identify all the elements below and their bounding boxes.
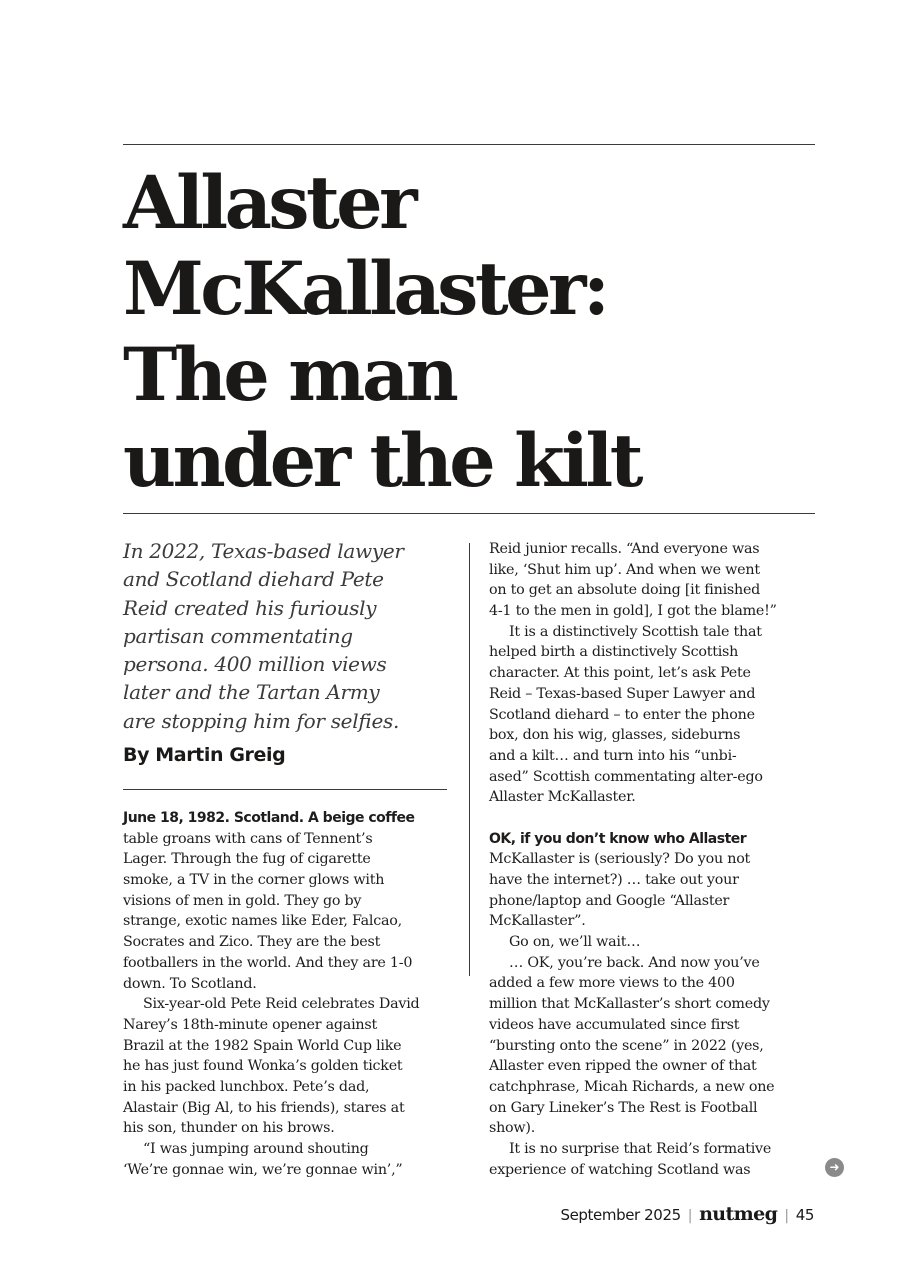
body-line: show).: [489, 1120, 536, 1137]
body-line: strange, exotic names like Eder, Falcao,: [123, 913, 402, 930]
headline-line: Allaster: [123, 160, 415, 246]
top-rule: [123, 144, 815, 145]
body-line: Scotland diehard – to enter the phone: [489, 706, 755, 723]
headline-line: The man: [123, 332, 456, 418]
body-line: added a few more views to the 400: [489, 975, 735, 992]
arrow-right-circle-icon: ➜: [825, 1158, 844, 1177]
page-footer: [560, 1203, 814, 1225]
body-line: It is no surprise that Reid’s formative: [509, 1140, 772, 1157]
column-2-lead: OK, if you don’t know who Allaster: [489, 830, 747, 847]
body-line: table groans with cans of Tennent’s: [123, 830, 373, 847]
byline-rule: [123, 789, 447, 790]
column-divider: [469, 543, 470, 976]
body-line: smoke, a TV in the corner glows with: [123, 872, 385, 889]
standfirst-line: partisan commentating: [123, 623, 353, 648]
body-line: Socrates and Zico. They are the best: [123, 934, 381, 951]
body-line: “I was jumping around shouting: [143, 1141, 369, 1157]
issue-date: September 2025: [560, 1206, 681, 1224]
body-line: on Gary Lineker’s The Rest is Football: [489, 1099, 758, 1116]
headline-line: under the kilt: [123, 418, 640, 504]
body-line: Narey’s 18th-minute opener against: [123, 1016, 377, 1033]
body-line: like, ‘Shut him up’. And when we went: [489, 561, 760, 578]
body-line: ‘We’re gonnae win, we’re gonnae win’,”: [123, 1161, 403, 1178]
body-line: phone/laptop and Google “Allaster: [489, 892, 730, 909]
body-line: have the internet?) … take out your: [489, 872, 739, 888]
body-line: videos have accumulated since first: [489, 1016, 740, 1033]
body-line: Allaster even ripped the owner of that: [489, 1058, 757, 1075]
body-line: box, don his wig, glasses, sideburns: [489, 727, 741, 744]
body-line: McKallaster”.: [489, 913, 586, 930]
body-line: Six-year-old Pete Reid celebrates David: [143, 996, 420, 1013]
body-column-1: [123, 808, 453, 1180]
standfirst-line: persona. 400 million views: [123, 652, 387, 677]
paragraph-gap: [489, 808, 815, 829]
body-line: Go on, we’ll wait…: [509, 934, 641, 951]
body-column-2: [489, 539, 815, 1180]
body-line: Reid – Texas-based Super Lawyer and: [489, 685, 756, 702]
headline-line: McKallaster:: [123, 246, 607, 332]
body-line: and a kilt… and turn into his “unbi-: [489, 747, 737, 764]
standfirst-line: In 2022, Texas-based lawyer: [123, 539, 404, 563]
headline-bottom-rule: [123, 513, 815, 514]
body-line: experience of watching Scotland was: [489, 1161, 751, 1178]
body-line: footballers in the world. And they are 1-0: [123, 954, 413, 971]
standfirst-line: Reid created his furiously: [123, 595, 377, 620]
body-line: ased” Scottish commentating alter-ego: [489, 768, 763, 785]
body-line: down. To Scotland.: [123, 975, 257, 992]
body-line: in his packed lunchbox. Pete’s dad,: [123, 1078, 370, 1095]
body-line: 4-1 to the men in gold], I got the blame!”: [489, 603, 777, 620]
page-number: 45: [795, 1206, 814, 1224]
standfirst-line: and Scotland diehard Pete: [123, 567, 384, 592]
body-line: million that McKallaster’s short comedy: [489, 996, 770, 1013]
column-1-lead: June 18, 1982. Scotland. A beige coffee: [123, 810, 415, 826]
body-line: It is a distinctively Scottish tale that: [509, 623, 762, 640]
footer-separator: |: [687, 1208, 693, 1224]
body-line: on to get an absolute doing [it finished: [489, 582, 761, 599]
body-line: Lager. Through the fug of cigarette: [123, 851, 371, 868]
body-line: Reid junior recalls. “And everyone was: [489, 541, 760, 557]
headline: [123, 160, 815, 504]
body-line: Brazil at the 1982 Spain World Cup like: [123, 1037, 402, 1054]
body-line: his son, thunder on his brows.: [123, 1120, 335, 1137]
body-line: character. At this point, let’s ask Pete: [489, 665, 751, 682]
body-line: he has just found Wonka’s golden ticket: [123, 1058, 403, 1075]
standfirst-line: are stopping him for selfies.: [123, 708, 400, 733]
footer-separator: |: [784, 1208, 789, 1224]
body-line: catchphrase, Micah Richards, a new one: [489, 1078, 775, 1095]
body-line: Allaster McKallaster.: [489, 789, 636, 806]
body-line: “bursting onto the scene” in 2022 (yes,: [489, 1037, 764, 1054]
body-line: helped birth a distinctively Scottish: [489, 644, 739, 661]
body-line: McKallaster is (seriously? Do you not: [489, 851, 751, 868]
standfirst: [123, 537, 453, 735]
body-line: visions of men in gold. They go by: [123, 892, 362, 909]
byline: By Martin Greig: [123, 744, 286, 766]
magazine-logo: nutmeg: [699, 1203, 778, 1225]
standfirst-line: later and the Tartan Army: [123, 680, 380, 705]
body-line: … OK, you’re back. And now you’ve: [509, 954, 760, 971]
body-line: Alastair (Big Al, to his friends), stares at: [123, 1099, 405, 1116]
